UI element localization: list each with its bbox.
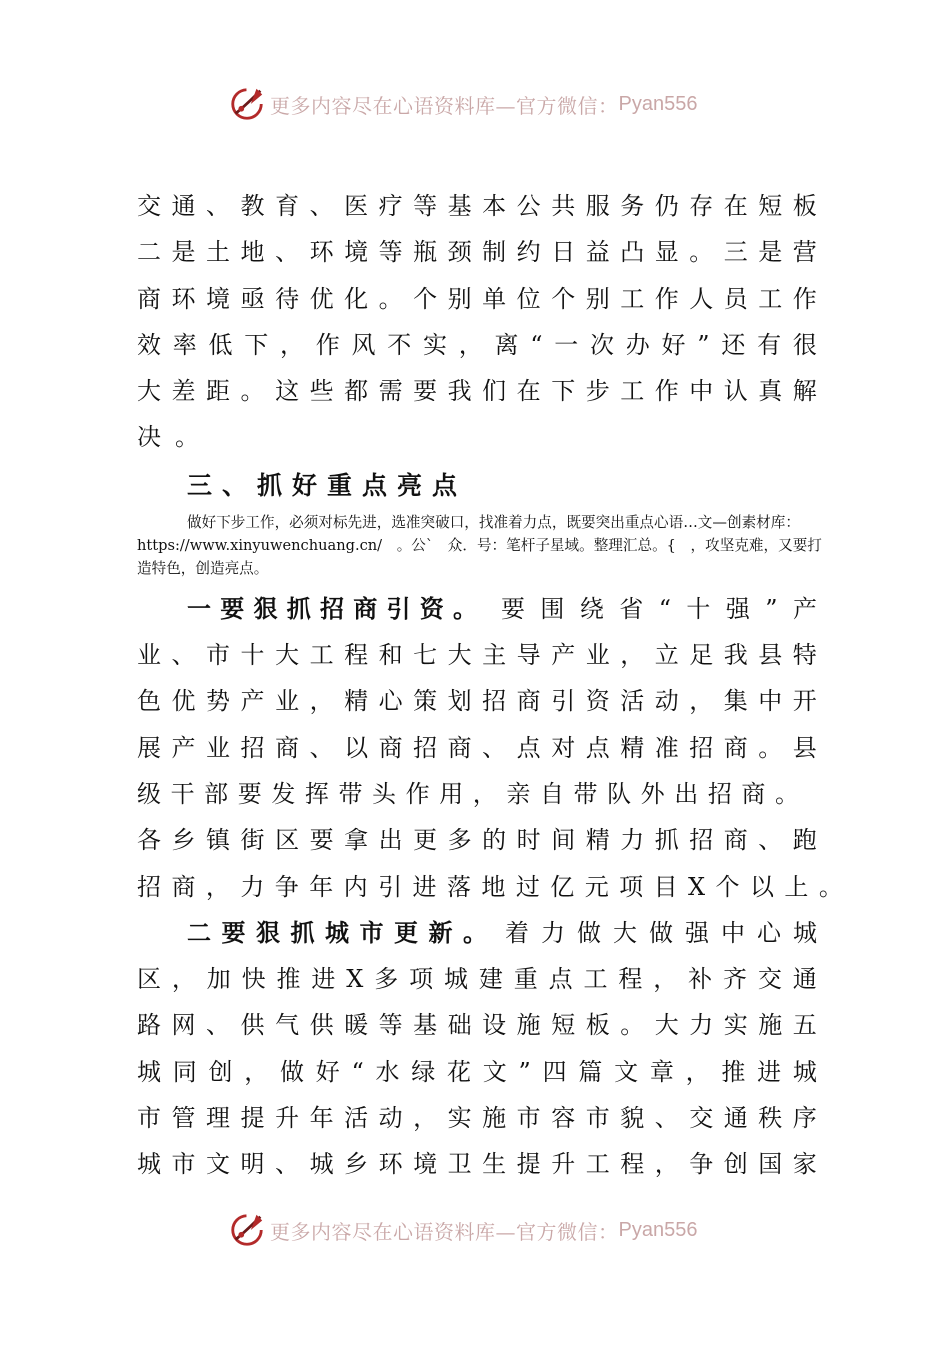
pen-logo-icon [228,85,266,123]
lead-rest: 着 力 做 大 做 强 中 心 城 [505,918,817,947]
text-line: 业 、 市 十 大 工 程 和 七 大 主 导 产 业 ， 立 足 我 县 特 [137,641,817,670]
text-line: 城 市 文 明 、 城 乡 环 境 卫 生 提 升 工 程 ， 争 创 国 家 [137,1150,817,1179]
paragraph-1 [137,183,817,461]
text-line: 级 干 部 要 发 挥 带 头 作 用 ， 亲 自 带 队 外 出 招 商 。 [137,779,799,808]
paragraph-2 [137,586,843,910]
text-line: 市 管 理 提 升 年 活 动 ， 实 施 市 容 市 貌 、 交 通 秩 序 [137,1104,817,1133]
text-line: 交 通 、 教 育 、 医 疗 等 基 本 公 共 服 务 仍 存 在 短 板 [137,192,817,220]
inserted-paragraph: 做好下步工作，必须对标先进，选准突破口，找准着力点，既要突出重点心语…文—创素材库：https://www.xinyuwenchuang.cn/ 。公` 众．号：笔杆子星域。整理汇总。{ ，攻坚克难，又要打造特色，创造亮点。 [137,513,822,577]
text-line: 招 商 ， 力 争 年 内 引 进 落 地 过 亿 元 项 目 X 个 以 上 。 [137,872,843,901]
lead-bold: 二 要 狠 抓 城 市 更 新 。 [187,917,487,947]
text-line: 各 乡 镇 街 区 要 拿 出 更 多 的 时 间 精 力 抓 招 商 、 跑 [137,826,817,855]
text-line: 决 。 [137,423,199,452]
document-body [137,183,843,1188]
watermark-banner-top [0,84,950,124]
pen-logo-icon [228,1211,266,1249]
text-line: 商 环 境 亟 待 优 化 。 个 别 单 位 个 别 工 作 人 员 工 作 [137,284,817,313]
watermark-id: Pyan556 [618,1218,698,1241]
text-line: 色 优 势 产 业 ， 精 心 策 划 招 商 引 资 活 动 ， 集 中 开 [137,687,817,716]
text-line: 效 率 低 下 ， 作 风 不 实 ， 离 “ 一 次 办 好 ” 还 有 很 [137,330,817,359]
lead-line [137,586,817,632]
watermark-id: Pyan556 [618,92,698,115]
watermark-text: 更多内容尽在心语资料库—官方微信： [270,1219,619,1244]
text-line: 区 ， 加 快 推 进 X 多 项 城 建 重 点 工 程 ， 补 齐 交 通 [137,965,817,994]
text-line: 路 网 、 供 气 供 暖 等 基 础 设 施 短 板 。 大 力 实 施 五 [137,1011,817,1040]
watermark-text: 更多内容尽在心语资料库—官方微信： [270,93,619,118]
lead-line [137,910,817,956]
paragraph-3 [137,910,817,1188]
text-line: 大 差 距 。 这 些 都 需 要 我 们 在 下 步 工 作 中 认 真 解 [137,377,817,406]
lead-rest: 要 围 绕 省 “ 十 强 ” 产 [501,594,817,623]
watermark-banner-bottom [0,1210,950,1250]
lead-bold: 一 要 狠 抓 招 商 引 资 。 [187,593,477,623]
text-line: 展 产 业 招 商 、 以 商 招 商 、 点 对 点 精 准 招 商 。 县 [137,733,817,762]
text-line: 二 是 土 地 、 环 境 等 瓶 颈 制 约 日 益 凸 显 。 三 是 营 [137,238,817,267]
section-heading: 三、抓好重点亮点 [187,470,468,500]
text-line: 城 同 创 ， 做 好 “ 水 绿 花 文 ” 四 篇 文 章 ， 推 进 城 [137,1057,817,1086]
